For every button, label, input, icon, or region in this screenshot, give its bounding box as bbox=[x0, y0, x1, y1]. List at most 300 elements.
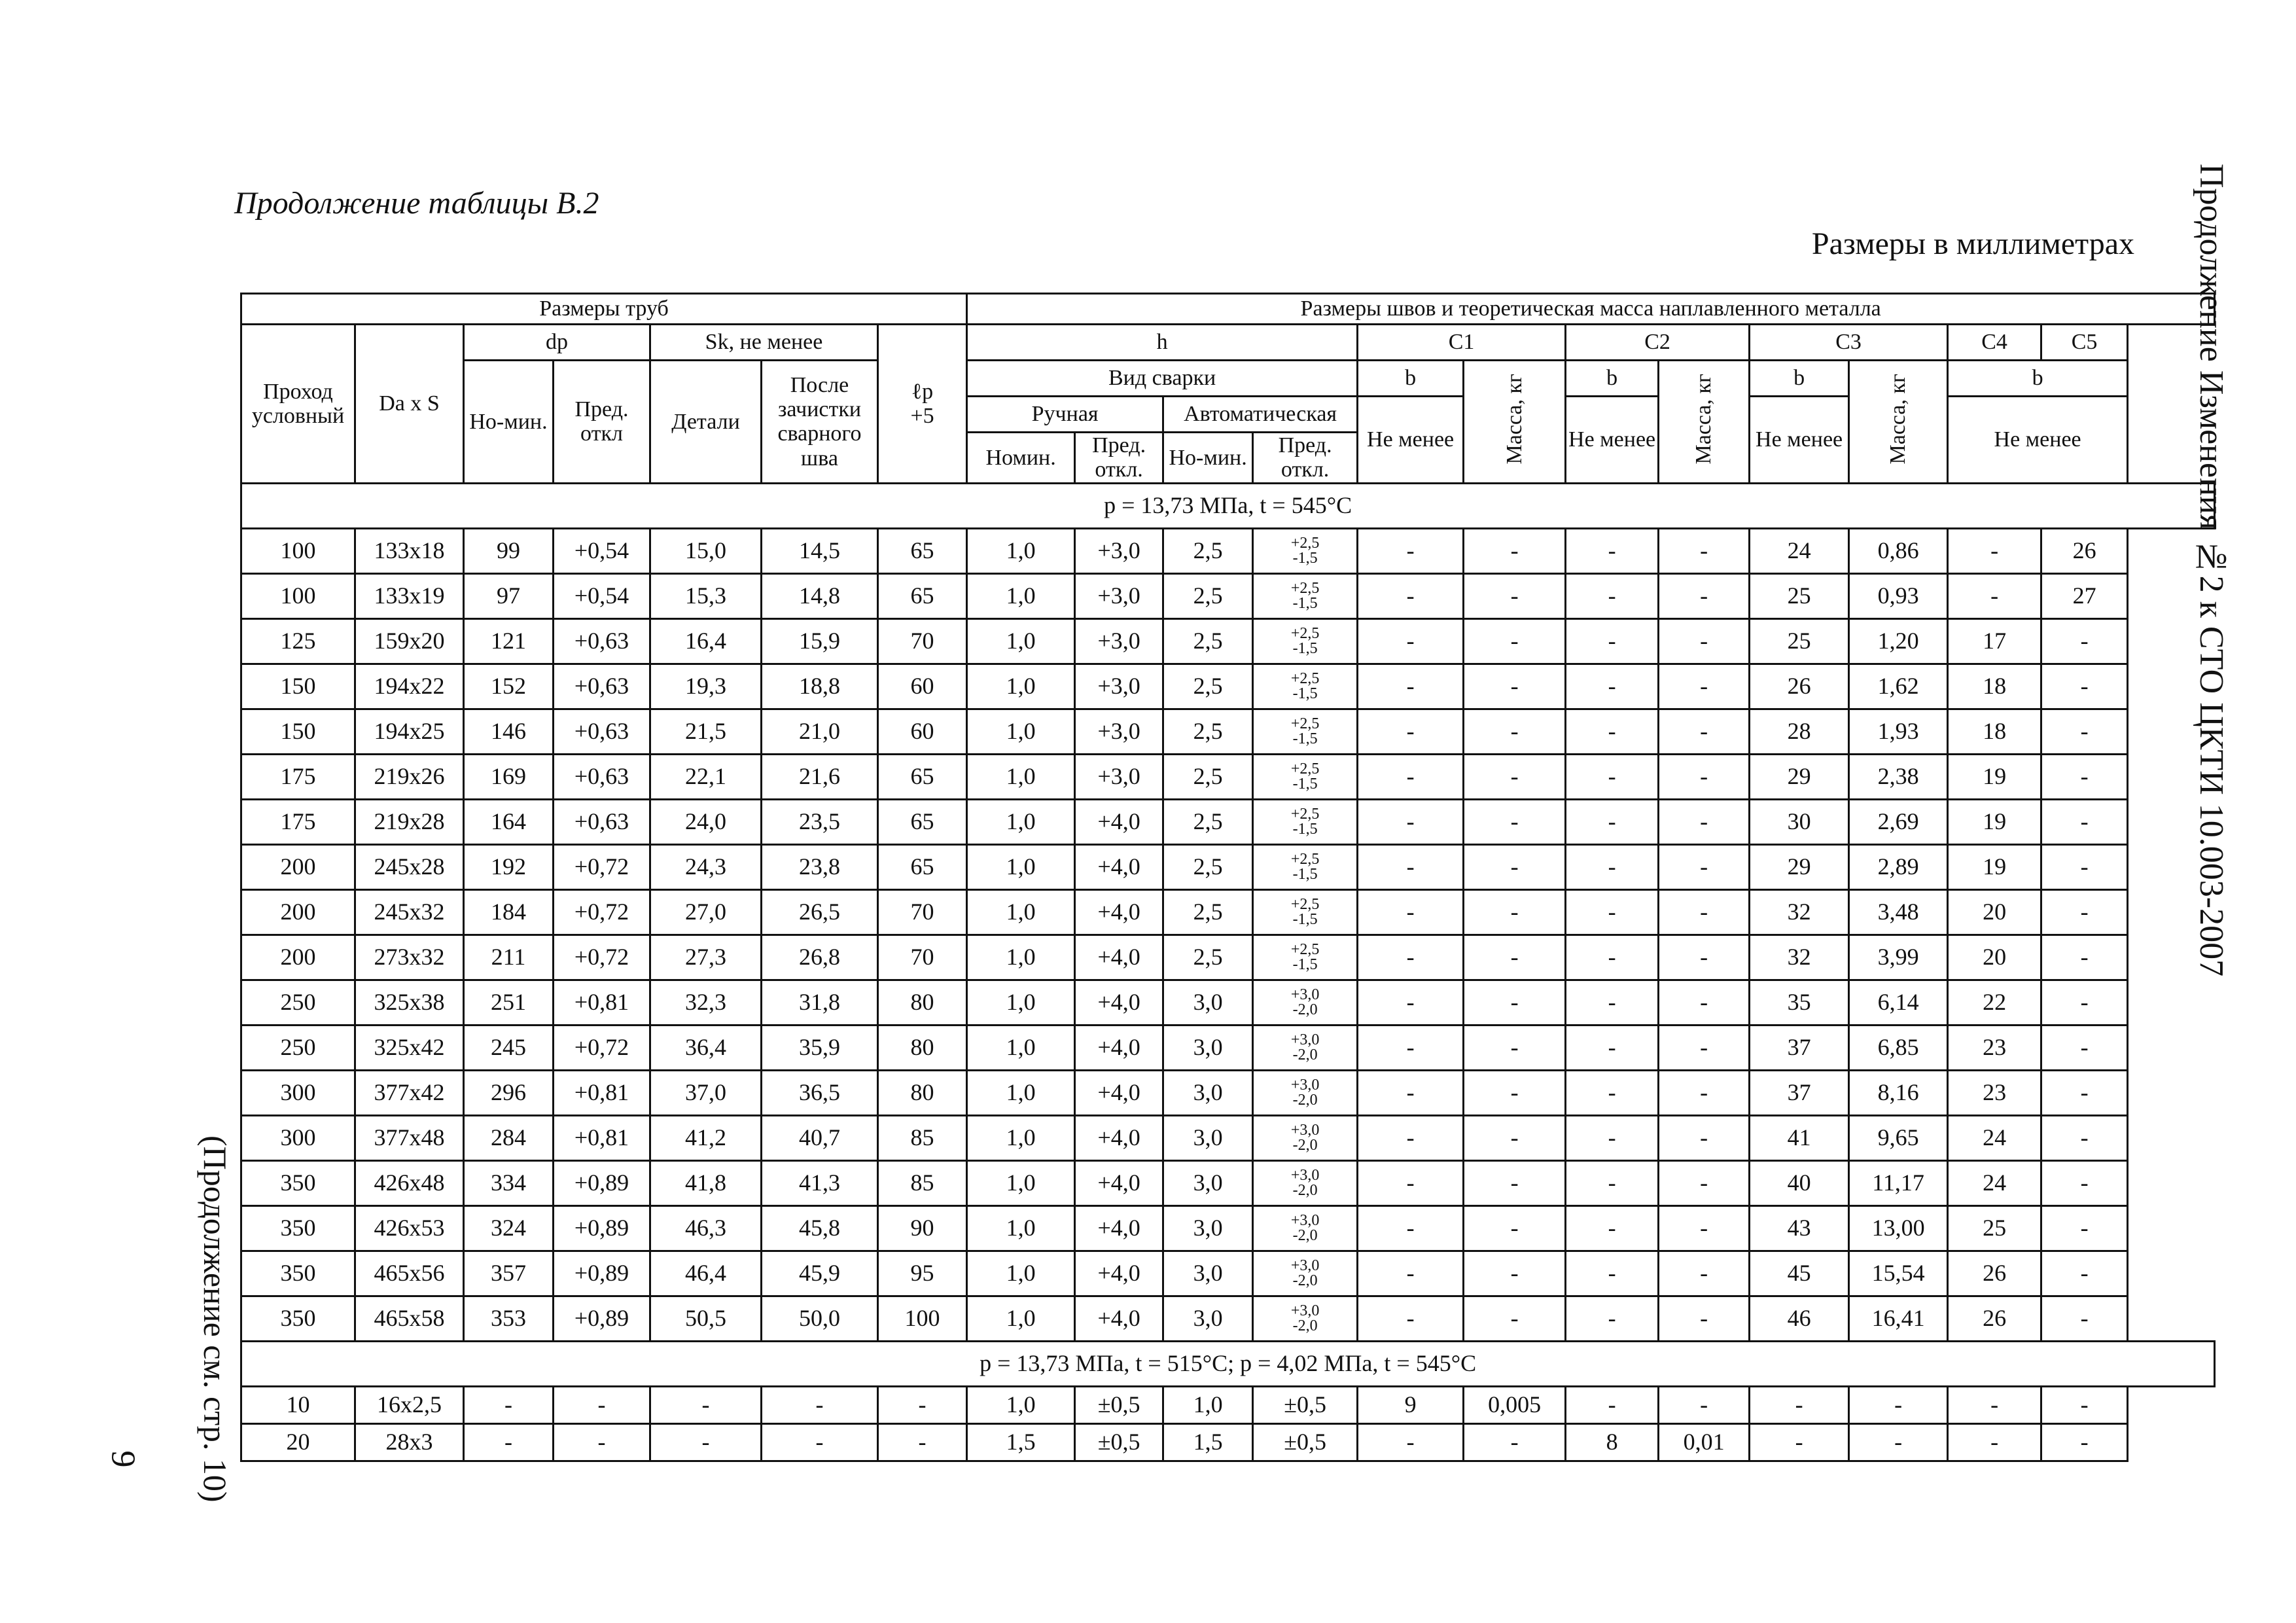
section-row bbox=[241, 1341, 2215, 1386]
table-cell: 19 bbox=[1948, 844, 2041, 889]
table-cell: 20 bbox=[241, 1423, 355, 1461]
table-cell: - bbox=[1464, 980, 1566, 1025]
table-cell: 1,0 bbox=[967, 573, 1075, 618]
header-c2-b: b bbox=[1566, 361, 1659, 397]
table-header bbox=[241, 294, 2215, 484]
table-cell: +3,0 bbox=[1075, 528, 1163, 573]
table-cell: 2,5 bbox=[1163, 618, 1253, 664]
tolerance-upper: +2,5 bbox=[1290, 940, 1320, 958]
table-cell: +0,81 bbox=[554, 1115, 650, 1160]
table-cell: - bbox=[1358, 709, 1464, 754]
table-cell: - bbox=[1659, 1251, 1750, 1296]
table-cell: 65 bbox=[878, 754, 967, 799]
table-cell: 146 bbox=[464, 709, 554, 754]
table-cell: 3,0 bbox=[1163, 1251, 1253, 1296]
table-cell: - bbox=[1566, 799, 1659, 844]
table-cell: - bbox=[2041, 1423, 2128, 1461]
header-c2-mass bbox=[1659, 361, 1750, 484]
table-cell: 1,0 bbox=[967, 1115, 1075, 1160]
table-cell: 70 bbox=[878, 618, 967, 664]
table-cell: 1,0 bbox=[967, 1386, 1075, 1423]
table-cell: 32,3 bbox=[650, 980, 762, 1025]
table-row bbox=[241, 664, 2215, 709]
table-cell: +0,63 bbox=[554, 618, 650, 664]
table-cell: - bbox=[2041, 1070, 2128, 1115]
table-cell: 41,3 bbox=[762, 1160, 878, 1205]
tolerance-lower: -2,0 bbox=[1292, 1317, 1318, 1334]
table-cell: 150 bbox=[241, 664, 355, 709]
table-cell: - bbox=[2041, 1386, 2128, 1423]
table-cell: +3,0 bbox=[1075, 754, 1163, 799]
table-cell: - bbox=[1566, 1115, 1659, 1160]
table-cell: +4,0 bbox=[1075, 1160, 1163, 1205]
table-cell: +0,89 bbox=[554, 1205, 650, 1251]
table-cell: 200 bbox=[241, 844, 355, 889]
table-cell: - bbox=[464, 1423, 554, 1461]
table-cell: 27 bbox=[2041, 573, 2128, 618]
table-cell: - bbox=[2041, 799, 2128, 844]
table-cell: 0,93 bbox=[1849, 573, 1948, 618]
table-cell: +0,54 bbox=[554, 528, 650, 573]
table-cell: 29 bbox=[1750, 754, 1849, 799]
table-row bbox=[241, 1386, 2215, 1423]
table-cell: 20 bbox=[1948, 889, 2041, 935]
table-cell: 1,0 bbox=[967, 754, 1075, 799]
tolerance-cell bbox=[1253, 573, 1358, 618]
table-cell: 2,5 bbox=[1163, 844, 1253, 889]
table-cell: 21,6 bbox=[762, 754, 878, 799]
tolerance-cell bbox=[1253, 1115, 1358, 1160]
table-cell: 1,0 bbox=[967, 889, 1075, 935]
table-cell: 8 bbox=[1566, 1423, 1659, 1461]
table-cell: - bbox=[1358, 1296, 1464, 1341]
table-row bbox=[241, 935, 2215, 980]
table-cell: 1,0 bbox=[967, 709, 1075, 754]
table-cell: +0,81 bbox=[554, 1070, 650, 1115]
table-cell: - bbox=[1659, 1205, 1750, 1251]
table-cell: 26 bbox=[1750, 664, 1849, 709]
table-cell: 2,5 bbox=[1163, 664, 1253, 709]
table-cell: - bbox=[1659, 935, 1750, 980]
table-cell: - bbox=[1659, 980, 1750, 1025]
table-cell: 100 bbox=[241, 573, 355, 618]
table-cell: 250 bbox=[241, 980, 355, 1025]
header-weld-type: Вид сварки bbox=[967, 361, 1358, 397]
table-cell: 334 bbox=[464, 1160, 554, 1205]
table-cell: - bbox=[1358, 1251, 1464, 1296]
table-cell: 465x58 bbox=[355, 1296, 464, 1341]
table-cell: 65 bbox=[878, 573, 967, 618]
table-cell: - bbox=[2041, 935, 2128, 980]
table-cell: 65 bbox=[878, 844, 967, 889]
table-cell: - bbox=[1566, 1025, 1659, 1070]
table-cell: 251 bbox=[464, 980, 554, 1025]
table-cell: 1,93 bbox=[1849, 709, 1948, 754]
header-nominal: Но-мин. bbox=[464, 361, 554, 484]
table-row bbox=[241, 1423, 2215, 1461]
table-cell: - bbox=[1566, 1251, 1659, 1296]
table-cell: 121 bbox=[464, 618, 554, 664]
table-cell: 16,41 bbox=[1849, 1296, 1948, 1341]
table-cell: 70 bbox=[878, 889, 967, 935]
table-row bbox=[241, 573, 2215, 618]
table-cell: +3,0 bbox=[1075, 709, 1163, 754]
table-cell: - bbox=[1566, 844, 1659, 889]
tolerance-upper: +2,5 bbox=[1290, 534, 1320, 552]
table-cell: 353 bbox=[464, 1296, 554, 1341]
tolerance-upper: +3,0 bbox=[1290, 1257, 1320, 1274]
header-manual-nomin: Номин. bbox=[967, 433, 1075, 484]
table-cell: - bbox=[1659, 889, 1750, 935]
table-cell: 2,38 bbox=[1849, 754, 1948, 799]
tolerance-upper: +2,5 bbox=[1290, 669, 1320, 687]
tolerance-upper: +2,5 bbox=[1290, 895, 1320, 913]
table-cell: 14,5 bbox=[762, 528, 878, 573]
table-cell: 90 bbox=[878, 1205, 967, 1251]
table-cell: 16,4 bbox=[650, 618, 762, 664]
table-cell: - bbox=[1358, 1423, 1464, 1461]
table-cell: 150 bbox=[241, 709, 355, 754]
table-cell: - bbox=[1566, 980, 1659, 1025]
table-cell: 3,0 bbox=[1163, 980, 1253, 1025]
table-cell: +4,0 bbox=[1075, 935, 1163, 980]
table-cell: 97 bbox=[464, 573, 554, 618]
table-cell: 200 bbox=[241, 889, 355, 935]
page-number: 9 bbox=[104, 1450, 142, 1468]
table-cell: - bbox=[1464, 844, 1566, 889]
header-c45-not-less: Не менее bbox=[1948, 397, 2128, 484]
table-cell: 26 bbox=[2041, 528, 2128, 573]
table-cell: 200 bbox=[241, 935, 355, 980]
table-cell: 250 bbox=[241, 1025, 355, 1070]
table-row bbox=[241, 1160, 2215, 1205]
table-cell: 350 bbox=[241, 1296, 355, 1341]
tolerance-lower: -2,0 bbox=[1292, 1136, 1318, 1154]
table-cell: - bbox=[1464, 1296, 1566, 1341]
table-body bbox=[241, 483, 2215, 1461]
table-cell: - bbox=[1464, 754, 1566, 799]
header-c2: С2 bbox=[1566, 325, 1750, 361]
table-cell: 325x38 bbox=[355, 980, 464, 1025]
table-cell: 2,5 bbox=[1163, 889, 1253, 935]
table-cell: 1,20 bbox=[1849, 618, 1948, 664]
table-cell: 24 bbox=[1948, 1115, 2041, 1160]
table-row bbox=[241, 709, 2215, 754]
table-cell: - bbox=[1566, 754, 1659, 799]
table-cell: 2,5 bbox=[1163, 573, 1253, 618]
table-cell: - bbox=[1659, 1025, 1750, 1070]
table-cell: 85 bbox=[878, 1160, 967, 1205]
table-cell: 192 bbox=[464, 844, 554, 889]
table-cell: 426x48 bbox=[355, 1160, 464, 1205]
section-row bbox=[241, 483, 2215, 528]
table-cell: 23 bbox=[1948, 1070, 2041, 1115]
table-cell: - bbox=[1659, 844, 1750, 889]
table-cell: 65 bbox=[878, 528, 967, 573]
table-cell: 60 bbox=[878, 664, 967, 709]
table-cell: 1,5 bbox=[967, 1423, 1075, 1461]
table-cell: 6,14 bbox=[1849, 980, 1948, 1025]
table-cell: - bbox=[1358, 935, 1464, 980]
table-cell: - bbox=[1358, 1070, 1464, 1115]
table-cell: 46 bbox=[1750, 1296, 1849, 1341]
table-cell: 18,8 bbox=[762, 664, 878, 709]
table-cell: 324 bbox=[464, 1205, 554, 1251]
tolerance-cell bbox=[1253, 618, 1358, 664]
tolerance-lower: -2,0 bbox=[1292, 1181, 1318, 1199]
table-cell: - bbox=[464, 1386, 554, 1423]
table-row bbox=[241, 844, 2215, 889]
table-cell: - bbox=[1659, 573, 1750, 618]
tolerance-upper: +3,0 bbox=[1290, 1211, 1320, 1229]
table-cell: - bbox=[2041, 754, 2128, 799]
tolerance-lower: -1,5 bbox=[1292, 639, 1318, 657]
table-cell: 19,3 bbox=[650, 664, 762, 709]
table-cell: - bbox=[1566, 1386, 1659, 1423]
table-cell: +0,63 bbox=[554, 709, 650, 754]
tolerance-upper: +3,0 bbox=[1290, 1121, 1320, 1139]
table-cell: - bbox=[1566, 618, 1659, 664]
table-cell: 10 bbox=[241, 1386, 355, 1423]
table-cell: 1,0 bbox=[967, 1070, 1075, 1115]
table-cell: - bbox=[1358, 573, 1464, 618]
table-cell: - bbox=[1659, 1115, 1750, 1160]
header-c4: С4 bbox=[1948, 325, 2041, 361]
tolerance-lower: -2,0 bbox=[1292, 1226, 1318, 1244]
tolerance-upper: +3,0 bbox=[1290, 1031, 1320, 1048]
table-cell: - bbox=[1566, 1296, 1659, 1341]
table-cell: 27,0 bbox=[650, 889, 762, 935]
table-cell: 24,3 bbox=[650, 844, 762, 889]
table-row bbox=[241, 799, 2215, 844]
table-cell: 37,0 bbox=[650, 1070, 762, 1115]
header-c5: С5 bbox=[2041, 325, 2128, 361]
tolerance-cell bbox=[1253, 1251, 1358, 1296]
header-c3-mass bbox=[1849, 361, 1948, 484]
table-row bbox=[241, 1025, 2215, 1070]
table-cell: 26 bbox=[1948, 1251, 2041, 1296]
table-cell: - bbox=[650, 1423, 762, 1461]
table-cell: 2,5 bbox=[1163, 799, 1253, 844]
table-cell: 23,5 bbox=[762, 799, 878, 844]
table-cell: 80 bbox=[878, 1070, 967, 1115]
table-cell: 13,00 bbox=[1849, 1205, 1948, 1251]
table-cell: 350 bbox=[241, 1160, 355, 1205]
header-da-x-s: Da x S bbox=[355, 325, 464, 484]
table-cell: 3,0 bbox=[1163, 1115, 1253, 1160]
table-cell: 175 bbox=[241, 799, 355, 844]
table-cell: 357 bbox=[464, 1251, 554, 1296]
tolerance-cell bbox=[1253, 1205, 1358, 1251]
table-cell: - bbox=[1358, 889, 1464, 935]
table-cell: +0,72 bbox=[554, 1025, 650, 1070]
table-cell: +4,0 bbox=[1075, 844, 1163, 889]
table-cell: - bbox=[2041, 664, 2128, 709]
table-cell: +4,0 bbox=[1075, 1070, 1163, 1115]
table-cell: 245x32 bbox=[355, 889, 464, 935]
header-dp: dp bbox=[464, 325, 650, 361]
table-cell: 15,3 bbox=[650, 573, 762, 618]
table-cell: 100 bbox=[878, 1296, 967, 1341]
table-cell: 1,0 bbox=[967, 1205, 1075, 1251]
table-cell: 41,2 bbox=[650, 1115, 762, 1160]
table-cell: 194x22 bbox=[355, 664, 464, 709]
table-cell: 133x18 bbox=[355, 528, 464, 573]
table-cell: 37 bbox=[1750, 1070, 1849, 1115]
tolerance-lower: -1,5 bbox=[1292, 549, 1318, 567]
table-cell: 37 bbox=[1750, 1025, 1849, 1070]
table-cell: - bbox=[1464, 664, 1566, 709]
section-label: p = 13,73 МПа, t = 545°С bbox=[241, 483, 2215, 528]
table-row bbox=[241, 754, 2215, 799]
table-caption: Продолжение таблицы В.2 bbox=[234, 186, 599, 221]
header-c1-mass bbox=[1464, 361, 1566, 484]
table-cell: 70 bbox=[878, 935, 967, 980]
table-cell: 46,3 bbox=[650, 1205, 762, 1251]
table-cell: +4,0 bbox=[1075, 1296, 1163, 1341]
table-cell: 23,8 bbox=[762, 844, 878, 889]
table-cell: 21,0 bbox=[762, 709, 878, 754]
table-cell: 31,8 bbox=[762, 980, 878, 1025]
table-cell: 296 bbox=[464, 1070, 554, 1115]
table-cell: - bbox=[1358, 618, 1464, 664]
table-cell: 194x25 bbox=[355, 709, 464, 754]
table-cell: 35,9 bbox=[762, 1025, 878, 1070]
table-row bbox=[241, 1251, 2215, 1296]
table-row bbox=[241, 1115, 2215, 1160]
table-cell: - bbox=[1464, 528, 1566, 573]
table-cell: 377x48 bbox=[355, 1115, 464, 1160]
table-cell: - bbox=[2041, 618, 2128, 664]
table-cell: 2,69 bbox=[1849, 799, 1948, 844]
table-cell: +0,72 bbox=[554, 844, 650, 889]
table-cell: - bbox=[1659, 664, 1750, 709]
table-cell: - bbox=[1358, 528, 1464, 573]
table-cell: 0,005 bbox=[1464, 1386, 1566, 1423]
tolerance-cell bbox=[1253, 1296, 1358, 1341]
table-cell: - bbox=[1358, 1160, 1464, 1205]
table-cell: ±0,5 bbox=[1075, 1386, 1163, 1423]
table-cell: - bbox=[1566, 889, 1659, 935]
tolerance-lower: -1,5 bbox=[1292, 685, 1318, 702]
tolerance-lower: -2,0 bbox=[1292, 1272, 1318, 1289]
header-lp-tolerance: +5 bbox=[910, 403, 934, 428]
table-cell: 465x56 bbox=[355, 1251, 464, 1296]
table-cell: 26,5 bbox=[762, 889, 878, 935]
table-cell: 1,0 bbox=[967, 618, 1075, 664]
table-cell: 219x26 bbox=[355, 754, 464, 799]
table-cell: 1,0 bbox=[967, 528, 1075, 573]
table-cell: 1,0 bbox=[967, 1251, 1075, 1296]
table-cell: 1,0 bbox=[967, 980, 1075, 1025]
tolerance-cell bbox=[1253, 1070, 1358, 1115]
table-cell: 152 bbox=[464, 664, 554, 709]
table-cell: - bbox=[1566, 664, 1659, 709]
tolerance-cell bbox=[1253, 980, 1358, 1025]
table-cell: +0,63 bbox=[554, 754, 650, 799]
table-cell: 28 bbox=[1750, 709, 1849, 754]
tolerance-cell bbox=[1253, 709, 1358, 754]
table-cell: 45,8 bbox=[762, 1205, 878, 1251]
table-cell: - bbox=[1464, 799, 1566, 844]
side-note-right: Продолжение Изменения №2 к СТО ЦКТИ 10.003-2007 bbox=[2193, 164, 2230, 977]
table-cell: +0,63 bbox=[554, 799, 650, 844]
header-automatic: Автоматическая bbox=[1163, 397, 1358, 433]
table-cell: 24 bbox=[1948, 1160, 2041, 1205]
tolerance-cell bbox=[1253, 528, 1358, 573]
table-cell: - bbox=[1659, 528, 1750, 573]
table-cell: - bbox=[2041, 980, 2128, 1025]
table-cell: 3,0 bbox=[1163, 1025, 1253, 1070]
table-cell: 41,8 bbox=[650, 1160, 762, 1205]
table-cell: 3,0 bbox=[1163, 1205, 1253, 1251]
table-cell: 43 bbox=[1750, 1205, 1849, 1251]
table-cell: - bbox=[1948, 573, 2041, 618]
table-cell: 40,7 bbox=[762, 1115, 878, 1160]
table-cell: - bbox=[1659, 1296, 1750, 1341]
table-cell: 377x42 bbox=[355, 1070, 464, 1115]
table-cell: 159x20 bbox=[355, 618, 464, 664]
tolerance-cell bbox=[1253, 799, 1358, 844]
table-cell: +3,0 bbox=[1075, 573, 1163, 618]
table-cell: 80 bbox=[878, 1025, 967, 1070]
header-sk: Sk, не менее bbox=[650, 325, 878, 361]
table-cell: 20 bbox=[1948, 935, 2041, 980]
table-cell: 0,86 bbox=[1849, 528, 1948, 573]
table-cell: 24,0 bbox=[650, 799, 762, 844]
table-cell: - bbox=[1464, 1205, 1566, 1251]
table-cell: 133x19 bbox=[355, 573, 464, 618]
table-cell: - bbox=[1358, 844, 1464, 889]
table-cell: 1,0 bbox=[967, 1025, 1075, 1070]
table-cell: 11,17 bbox=[1849, 1160, 1948, 1205]
table-cell: - bbox=[1464, 1423, 1566, 1461]
table-cell: 164 bbox=[464, 799, 554, 844]
table-cell: 8,16 bbox=[1849, 1070, 1948, 1115]
tolerance-upper: +2,5 bbox=[1290, 850, 1320, 868]
table-cell: - bbox=[2041, 1160, 2128, 1205]
table-cell: 1,0 bbox=[967, 664, 1075, 709]
tolerance-lower: -1,5 bbox=[1292, 730, 1318, 747]
table-row bbox=[241, 528, 2215, 573]
c3-mass-label: Масса, кг bbox=[1886, 373, 1911, 465]
header-pred-otkl: Пред. откл bbox=[554, 361, 650, 484]
header-c1-not-less: Не менее bbox=[1358, 397, 1464, 484]
table-cell: 46,4 bbox=[650, 1251, 762, 1296]
table-row bbox=[241, 889, 2215, 935]
tolerance-cell bbox=[1253, 844, 1358, 889]
table-cell: +0,81 bbox=[554, 980, 650, 1025]
table-cell: - bbox=[2041, 709, 2128, 754]
header-details: Детали bbox=[650, 361, 762, 484]
header-lp bbox=[878, 325, 967, 484]
table-cell: 300 bbox=[241, 1115, 355, 1160]
table-cell: 325x42 bbox=[355, 1025, 464, 1070]
header-c45-b: b bbox=[1948, 361, 2128, 397]
tolerance-lower: -1,5 bbox=[1292, 865, 1318, 883]
tolerance-upper: +2,5 bbox=[1290, 715, 1320, 732]
tolerance-cell bbox=[1253, 935, 1358, 980]
tolerance-upper: +2,5 bbox=[1290, 760, 1320, 777]
table-cell: 350 bbox=[241, 1251, 355, 1296]
table-row bbox=[241, 980, 2215, 1025]
tolerance-upper: +3,0 bbox=[1290, 986, 1320, 1003]
table-cell: +0,72 bbox=[554, 935, 650, 980]
table-cell: - bbox=[1948, 528, 2041, 573]
table-cell: - bbox=[1566, 709, 1659, 754]
table-cell: 1,0 bbox=[967, 1296, 1075, 1341]
table-cell: - bbox=[1659, 799, 1750, 844]
